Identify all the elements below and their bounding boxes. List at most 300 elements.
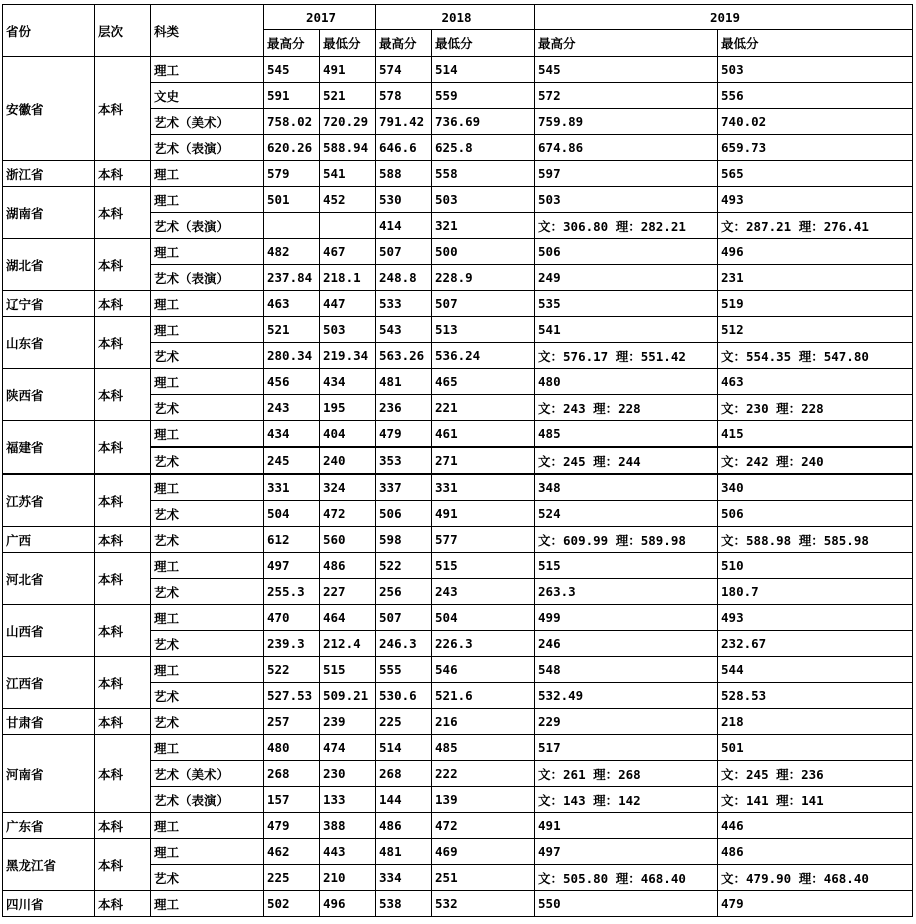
score-2017-max-cell: 470 (264, 605, 320, 631)
score-2017-min-cell: 452 (320, 187, 376, 213)
score-2019-min-cell: 512 (718, 317, 913, 343)
score-2018-min-cell: 736.69 (432, 109, 535, 135)
score-2019-max-cell: 506 (535, 239, 718, 265)
table-header (3, 5, 913, 57)
score-2019-max-cell: 503 (535, 187, 718, 213)
score-2019-min-cell: 506 (718, 501, 913, 527)
score-2017-min-cell: 720.29 (320, 109, 376, 135)
score-2019-max-cell: 491 (535, 813, 718, 839)
score-2018-min-cell: 521.6 (432, 683, 535, 709)
category-cell: 理工 (151, 474, 264, 501)
score-2018-min-cell: 507 (432, 291, 535, 317)
category-header: 科类 (151, 5, 264, 57)
category-cell: 艺术 (151, 501, 264, 527)
score-2017-max-cell: 501 (264, 187, 320, 213)
category-cell: 理工 (151, 187, 264, 213)
score-2019-min-cell: 528.53 (718, 683, 913, 709)
score-2018-min-cell: 243 (432, 579, 535, 605)
score-2017-min-cell: 227 (320, 579, 376, 605)
score-2017-max-cell: 239.3 (264, 631, 320, 657)
score-2018-max-cell: 334 (376, 865, 432, 891)
score-2017-max-cell: 502 (264, 891, 320, 917)
score-2019-max-cell: 229 (535, 709, 718, 735)
score-2018-min-cell: 514 (432, 57, 535, 83)
score-2019-max-cell: 524 (535, 501, 718, 527)
table-row (3, 57, 913, 83)
score-2019-max-cell: 246 (535, 631, 718, 657)
score-2018-min-cell: 139 (432, 787, 535, 813)
level-cell: 本科 (95, 735, 151, 813)
score-2019-min-cell: 503 (718, 57, 913, 83)
category-cell: 理工 (151, 891, 264, 917)
level-cell: 本科 (95, 709, 151, 735)
score-2018-min-cell: 515 (432, 553, 535, 579)
score-2017-min-cell: 472 (320, 501, 376, 527)
category-cell: 艺术 (151, 447, 264, 474)
category-cell: 理工 (151, 369, 264, 395)
table-body (3, 57, 913, 917)
score-2018-max-cell: 225 (376, 709, 432, 735)
score-2017-min-cell: 509.21 (320, 683, 376, 709)
score-2019-max-cell: 497 (535, 839, 718, 865)
score-2017-max-cell: 758.02 (264, 109, 320, 135)
category-cell: 理工 (151, 553, 264, 579)
score-2017-max-cell: 612 (264, 527, 320, 553)
category-cell: 理工 (151, 421, 264, 448)
score-2019-min-cell: 740.02 (718, 109, 913, 135)
table-row (3, 735, 913, 761)
score-2019-max-cell: 文：576.17 理：551.42 (535, 343, 718, 369)
score-2019-min-cell: 文：479.90 理：468.40 (718, 865, 913, 891)
score-2019-max-cell: 572 (535, 83, 718, 109)
province-cell: 陕西省 (3, 369, 95, 421)
score-2019-min-cell: 文：588.98 理：585.98 (718, 527, 913, 553)
score-2019-min-cell: 446 (718, 813, 913, 839)
level-cell: 本科 (95, 657, 151, 709)
province-cell: 福建省 (3, 421, 95, 475)
table-row (3, 161, 913, 187)
score-2019-min-cell: 231 (718, 265, 913, 291)
table-row (3, 474, 913, 501)
level-cell: 本科 (95, 239, 151, 291)
score-2019-min-cell: 文：554.35 理：547.80 (718, 343, 913, 369)
score-2018-max-cell: 506 (376, 501, 432, 527)
score-2018-min-cell: 461 (432, 421, 535, 448)
score-2018-min-cell: 465 (432, 369, 535, 395)
score-2018-min-cell: 546 (432, 657, 535, 683)
score-2018-min-cell: 226.3 (432, 631, 535, 657)
score-2017-max-cell: 280.34 (264, 343, 320, 369)
score-2019-max-cell: 文：505.80 理：468.40 (535, 865, 718, 891)
score-2019-min-cell: 659.73 (718, 135, 913, 161)
category-cell: 文史 (151, 83, 264, 109)
table-row (3, 839, 913, 865)
score-2017-max-cell: 527.53 (264, 683, 320, 709)
score-2018-min-cell: 559 (432, 83, 535, 109)
score-2017-min-cell: 467 (320, 239, 376, 265)
score-2018-min-cell: 271 (432, 447, 535, 474)
score-2017-min-cell: 464 (320, 605, 376, 631)
province-cell: 河南省 (3, 735, 95, 813)
score-2019-max-cell: 517 (535, 735, 718, 761)
province-cell: 山东省 (3, 317, 95, 369)
max-score-header: 最高分 (264, 30, 320, 57)
score-2017-max-cell: 463 (264, 291, 320, 317)
score-2017-max-cell: 497 (264, 553, 320, 579)
score-2019-min-cell: 496 (718, 239, 913, 265)
score-2018-min-cell: 321 (432, 213, 535, 239)
score-2019-min-cell: 文：242 理：240 (718, 447, 913, 474)
table-row (3, 317, 913, 343)
score-2018-max-cell: 538 (376, 891, 432, 917)
score-2018-min-cell: 491 (432, 501, 535, 527)
score-2018-min-cell: 503 (432, 187, 535, 213)
category-cell: 艺术 (151, 683, 264, 709)
category-cell: 艺术 (151, 343, 264, 369)
score-2017-min-cell: 560 (320, 527, 376, 553)
score-2019-min-cell: 493 (718, 605, 913, 631)
score-2017-min-cell: 239 (320, 709, 376, 735)
score-2017-min-cell: 515 (320, 657, 376, 683)
table-row (3, 605, 913, 631)
score-2018-min-cell: 469 (432, 839, 535, 865)
score-2018-max-cell: 533 (376, 291, 432, 317)
category-cell: 理工 (151, 839, 264, 865)
category-cell: 理工 (151, 239, 264, 265)
category-cell: 艺术 (151, 709, 264, 735)
score-2019-max-cell: 485 (535, 421, 718, 448)
score-2018-max-cell: 507 (376, 605, 432, 631)
category-cell: 理工 (151, 57, 264, 83)
score-2019-max-cell: 263.3 (535, 579, 718, 605)
score-2018-max-cell: 248.8 (376, 265, 432, 291)
province-cell: 安徽省 (3, 57, 95, 161)
table-row (3, 421, 913, 448)
table-row (3, 187, 913, 213)
category-cell: 艺术（表演） (151, 787, 264, 813)
score-2018-max-cell: 530.6 (376, 683, 432, 709)
province-cell: 广西 (3, 527, 95, 553)
score-2017-max-cell: 237.84 (264, 265, 320, 291)
min-score-header: 最低分 (432, 30, 535, 57)
score-2019-max-cell: 文：243 理：228 (535, 395, 718, 421)
score-2018-max-cell: 246.3 (376, 631, 432, 657)
category-cell: 艺术 (151, 527, 264, 553)
score-2019-min-cell: 486 (718, 839, 913, 865)
score-2017-max-cell: 157 (264, 787, 320, 813)
score-2017-max-cell: 255.3 (264, 579, 320, 605)
score-2017-min-cell: 324 (320, 474, 376, 501)
score-2018-max-cell: 479 (376, 421, 432, 448)
score-2018-min-cell: 472 (432, 813, 535, 839)
score-2018-max-cell: 337 (376, 474, 432, 501)
province-cell: 甘肃省 (3, 709, 95, 735)
score-2017-min-cell: 447 (320, 291, 376, 317)
score-2017-max-cell: 521 (264, 317, 320, 343)
level-cell: 本科 (95, 553, 151, 605)
score-2018-max-cell: 353 (376, 447, 432, 474)
level-cell: 本科 (95, 369, 151, 421)
score-2017-min-cell: 218.1 (320, 265, 376, 291)
level-cell: 本科 (95, 317, 151, 369)
score-2018-min-cell: 221 (432, 395, 535, 421)
score-2019-min-cell: 340 (718, 474, 913, 501)
category-cell: 理工 (151, 605, 264, 631)
score-2017-min-cell: 404 (320, 421, 376, 448)
score-2018-min-cell: 532 (432, 891, 535, 917)
score-2019-max-cell: 535 (535, 291, 718, 317)
score-2017-max-cell: 434 (264, 421, 320, 448)
level-cell: 本科 (95, 813, 151, 839)
score-table (2, 4, 913, 917)
score-2019-min-cell: 556 (718, 83, 913, 109)
score-2018-min-cell: 485 (432, 735, 535, 761)
score-2018-max-cell: 514 (376, 735, 432, 761)
score-2017-min-cell: 443 (320, 839, 376, 865)
score-2017-min-cell: 541 (320, 161, 376, 187)
score-2018-max-cell: 268 (376, 761, 432, 787)
score-2019-max-cell: 499 (535, 605, 718, 631)
score-2019-max-cell: 249 (535, 265, 718, 291)
table-row (3, 239, 913, 265)
score-2017-min-cell: 491 (320, 57, 376, 83)
score-2018-min-cell: 500 (432, 239, 535, 265)
score-2018-max-cell: 791.42 (376, 109, 432, 135)
score-2018-max-cell: 598 (376, 527, 432, 553)
table-row (3, 553, 913, 579)
table-row (3, 891, 913, 917)
category-cell: 理工 (151, 317, 264, 343)
min-score-header: 最低分 (718, 30, 913, 57)
category-cell: 理工 (151, 161, 264, 187)
score-2019-min-cell: 510 (718, 553, 913, 579)
score-2017-min-cell: 195 (320, 395, 376, 421)
level-cell: 本科 (95, 57, 151, 161)
category-cell: 艺术（美术） (151, 109, 264, 135)
score-2018-max-cell: 522 (376, 553, 432, 579)
category-cell: 理工 (151, 735, 264, 761)
score-2019-max-cell: 文：609.99 理：589.98 (535, 527, 718, 553)
score-2018-min-cell: 558 (432, 161, 535, 187)
score-2019-min-cell: 文：230 理：228 (718, 395, 913, 421)
score-2017-min-cell: 486 (320, 553, 376, 579)
score-2018-max-cell: 588 (376, 161, 432, 187)
level-cell: 本科 (95, 187, 151, 239)
score-2019-min-cell: 文：141 理：141 (718, 787, 913, 813)
category-cell: 艺术（美术） (151, 761, 264, 787)
score-2019-max-cell: 515 (535, 553, 718, 579)
score-2017-min-cell: 388 (320, 813, 376, 839)
score-2017-max-cell: 591 (264, 83, 320, 109)
score-2019-max-cell: 545 (535, 57, 718, 83)
province-cell: 湖北省 (3, 239, 95, 291)
province-cell: 广东省 (3, 813, 95, 839)
year-header-2018: 2018 (376, 5, 535, 30)
level-cell: 本科 (95, 891, 151, 917)
score-2018-min-cell: 216 (432, 709, 535, 735)
score-2019-max-cell: 548 (535, 657, 718, 683)
province-cell: 江苏省 (3, 474, 95, 527)
score-2018-min-cell: 504 (432, 605, 535, 631)
score-2017-max-cell: 257 (264, 709, 320, 735)
province-cell: 江西省 (3, 657, 95, 709)
score-2019-min-cell: 493 (718, 187, 913, 213)
score-2019-max-cell: 348 (535, 474, 718, 501)
score-2017-min-cell: 219.34 (320, 343, 376, 369)
score-2017-max-cell: 243 (264, 395, 320, 421)
score-2019-min-cell: 文：245 理：236 (718, 761, 913, 787)
table-row (3, 657, 913, 683)
level-cell: 本科 (95, 421, 151, 475)
score-2019-min-cell: 479 (718, 891, 913, 917)
score-2018-max-cell: 236 (376, 395, 432, 421)
table-row (3, 369, 913, 395)
score-2019-max-cell: 文：245 理：244 (535, 447, 718, 474)
score-2018-min-cell: 222 (432, 761, 535, 787)
max-score-header: 最高分 (535, 30, 718, 57)
score-2019-min-cell: 218 (718, 709, 913, 735)
score-2017-min-cell: 210 (320, 865, 376, 891)
level-header: 层次 (95, 5, 151, 57)
category-cell: 理工 (151, 813, 264, 839)
province-cell: 山西省 (3, 605, 95, 657)
score-2019-max-cell: 532.49 (535, 683, 718, 709)
category-cell: 艺术 (151, 631, 264, 657)
table-row (3, 709, 913, 735)
score-2018-max-cell: 144 (376, 787, 432, 813)
score-2018-max-cell: 486 (376, 813, 432, 839)
score-2018-min-cell: 536.24 (432, 343, 535, 369)
score-2018-max-cell: 563.26 (376, 343, 432, 369)
score-2018-max-cell: 507 (376, 239, 432, 265)
year-header-2019: 2019 (535, 5, 913, 30)
score-2019-max-cell: 541 (535, 317, 718, 343)
score-2018-max-cell: 578 (376, 83, 432, 109)
score-2018-max-cell: 555 (376, 657, 432, 683)
score-2019-max-cell: 文：143 理：142 (535, 787, 718, 813)
province-cell: 河北省 (3, 553, 95, 605)
score-2018-min-cell: 577 (432, 527, 535, 553)
province-cell: 湖南省 (3, 187, 95, 239)
score-2018-max-cell: 481 (376, 839, 432, 865)
level-cell: 本科 (95, 605, 151, 657)
province-header: 省份 (3, 5, 95, 57)
level-cell: 本科 (95, 839, 151, 891)
score-2017-min-cell: 240 (320, 447, 376, 474)
score-2017-max-cell: 522 (264, 657, 320, 683)
category-cell: 理工 (151, 291, 264, 317)
score-2018-max-cell: 481 (376, 369, 432, 395)
category-cell: 理工 (151, 657, 264, 683)
score-2019-min-cell: 文：287.21 理：276.41 (718, 213, 913, 239)
category-cell: 艺术（表演） (151, 213, 264, 239)
score-2019-min-cell: 565 (718, 161, 913, 187)
score-2017-max-cell: 479 (264, 813, 320, 839)
province-cell: 四川省 (3, 891, 95, 917)
score-2018-min-cell: 625.8 (432, 135, 535, 161)
score-2017-max-cell: 331 (264, 474, 320, 501)
score-2017-max-cell: 482 (264, 239, 320, 265)
level-cell: 本科 (95, 474, 151, 527)
score-2019-max-cell: 674.86 (535, 135, 718, 161)
score-2018-min-cell: 331 (432, 474, 535, 501)
score-2019-min-cell: 519 (718, 291, 913, 317)
score-2017-min-cell: 496 (320, 891, 376, 917)
score-2019-min-cell: 544 (718, 657, 913, 683)
score-2019-max-cell: 文：261 理：268 (535, 761, 718, 787)
score-2017-max-cell: 480 (264, 735, 320, 761)
score-2018-min-cell: 513 (432, 317, 535, 343)
score-2018-min-cell: 228.9 (432, 265, 535, 291)
category-cell: 艺术 (151, 395, 264, 421)
score-2017-min-cell: 212.4 (320, 631, 376, 657)
category-cell: 艺术 (151, 865, 264, 891)
score-2017-max-cell: 268 (264, 761, 320, 787)
score-2017-min-cell: 521 (320, 83, 376, 109)
score-2017-max-cell: 579 (264, 161, 320, 187)
table-row (3, 813, 913, 839)
score-2019-min-cell: 463 (718, 369, 913, 395)
score-2019-min-cell: 180.7 (718, 579, 913, 605)
max-score-header: 最高分 (376, 30, 432, 57)
score-2017-max-cell: 225 (264, 865, 320, 891)
score-2018-max-cell: 414 (376, 213, 432, 239)
score-2017-max-cell: 456 (264, 369, 320, 395)
score-2019-max-cell: 480 (535, 369, 718, 395)
score-2019-min-cell: 232.67 (718, 631, 913, 657)
year-header-2017: 2017 (264, 5, 376, 30)
score-2017-max-cell: 245 (264, 447, 320, 474)
score-2017-min-cell (320, 213, 376, 239)
score-2018-max-cell: 646.6 (376, 135, 432, 161)
score-2018-max-cell: 574 (376, 57, 432, 83)
province-cell: 黑龙江省 (3, 839, 95, 891)
score-2018-min-cell: 251 (432, 865, 535, 891)
score-2018-max-cell: 530 (376, 187, 432, 213)
score-2017-min-cell: 230 (320, 761, 376, 787)
category-cell: 艺术（表演） (151, 265, 264, 291)
score-2019-max-cell: 597 (535, 161, 718, 187)
score-2017-min-cell: 503 (320, 317, 376, 343)
table-row (3, 527, 913, 553)
table-row (3, 291, 913, 317)
score-2019-max-cell: 759.89 (535, 109, 718, 135)
score-2017-max-cell: 504 (264, 501, 320, 527)
level-cell: 本科 (95, 527, 151, 553)
min-score-header: 最低分 (320, 30, 376, 57)
score-2019-min-cell: 415 (718, 421, 913, 448)
score-2019-max-cell: 550 (535, 891, 718, 917)
score-2019-max-cell: 文：306.80 理：282.21 (535, 213, 718, 239)
level-cell: 本科 (95, 161, 151, 187)
score-2017-max-cell: 545 (264, 57, 320, 83)
score-2017-min-cell: 434 (320, 369, 376, 395)
score-2018-max-cell: 256 (376, 579, 432, 605)
score-2017-max-cell: 462 (264, 839, 320, 865)
score-2019-min-cell: 501 (718, 735, 913, 761)
category-cell: 艺术（表演） (151, 135, 264, 161)
category-cell: 艺术 (151, 579, 264, 605)
province-cell: 辽宁省 (3, 291, 95, 317)
score-2017-min-cell: 474 (320, 735, 376, 761)
score-2018-max-cell: 543 (376, 317, 432, 343)
score-2017-min-cell: 133 (320, 787, 376, 813)
level-cell: 本科 (95, 291, 151, 317)
score-2017-max-cell: 620.26 (264, 135, 320, 161)
province-cell: 浙江省 (3, 161, 95, 187)
score-2017-max-cell (264, 213, 320, 239)
score-2017-min-cell: 588.94 (320, 135, 376, 161)
